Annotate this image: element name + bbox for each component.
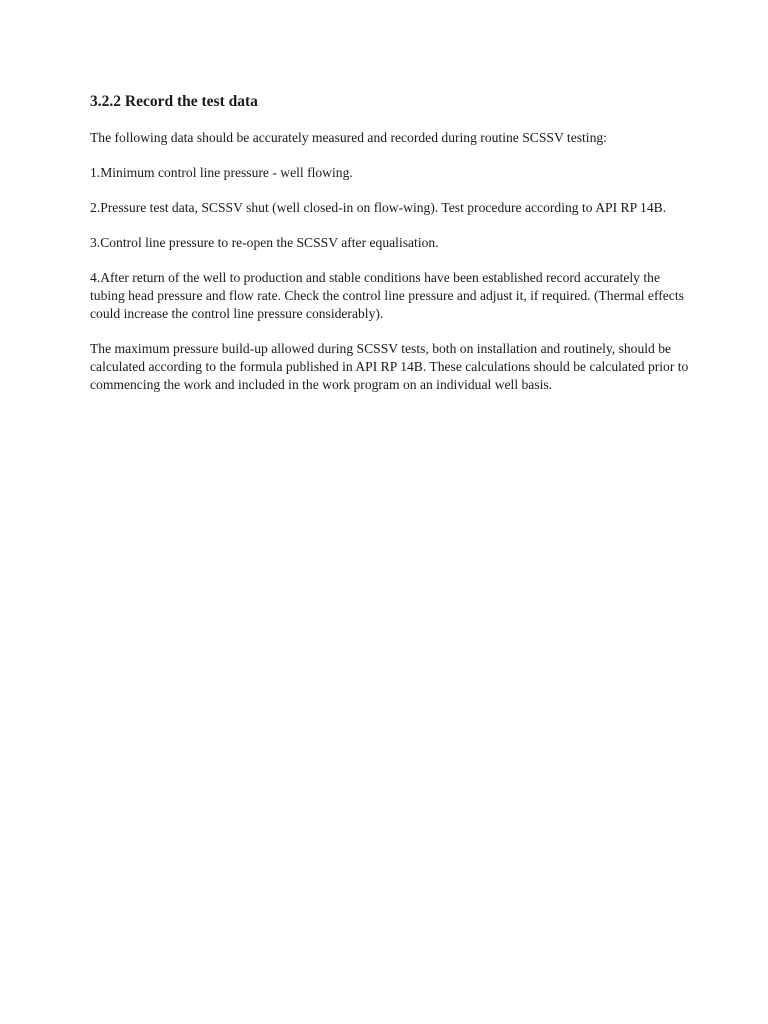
list-item: 1.Minimum control line pressure - well flowing. xyxy=(90,165,353,180)
closing-paragraph: The maximum pressure build-up allowed during SCSSV tests, both on installation and routinely, should be calculated according to the formula published in API RP 14B. These calculations should be calculated prior to commencing the work and included in the work program on an individual well basis. xyxy=(90,341,689,392)
list-item: 4.After return of the well to production and stable conditions have been established record accurately the tubing head pressure and flow rate. Check the control line pressure and adjust it, if required. (Thermal effects could increase the control line pressure considerably). xyxy=(90,270,684,321)
section-heading: 3.2.2 Record the test data xyxy=(90,93,258,110)
document-page xyxy=(90,92,690,411)
list-item: 3.Control line pressure to re-open the SCSSV after equalisation. xyxy=(90,235,439,250)
intro-paragraph: The following data should be accurately measured and recorded during routine SCSSV testing: xyxy=(90,130,607,145)
list-item: 2.Pressure test data, SCSSV shut (well closed-in on flow-wing). Test procedure according to API RP 14B. xyxy=(90,200,667,215)
